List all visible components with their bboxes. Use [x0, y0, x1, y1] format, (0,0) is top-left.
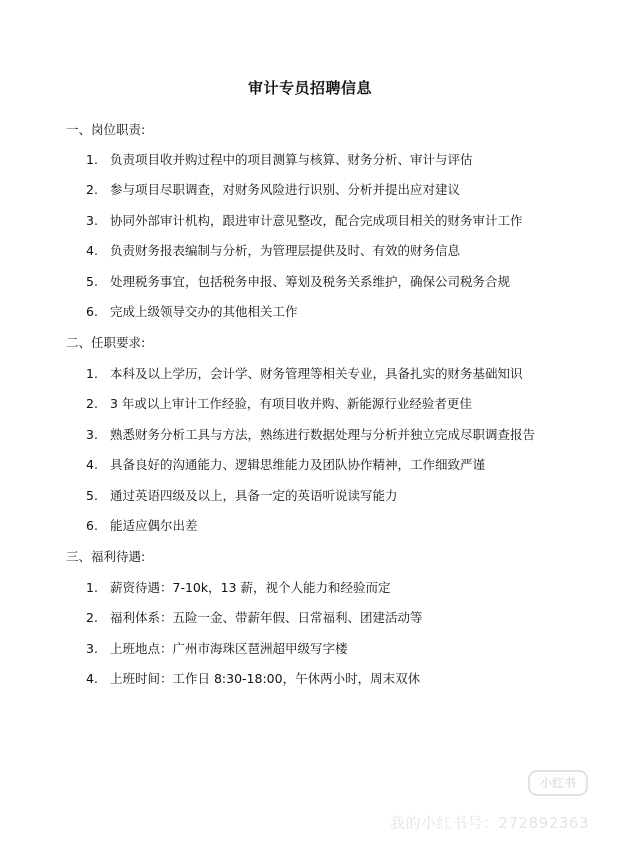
list-item-text: 福利体系：五险一金、带薪年假、日常福利、团建活动等 — [110, 610, 423, 625]
list-item-number: 2. — [86, 610, 98, 625]
list-item-number: 2. — [86, 396, 98, 411]
list-item-text: 完成上级领导交办的其他相关工作 — [110, 304, 298, 319]
list-item — [86, 304, 298, 320]
list-item — [86, 610, 423, 626]
list-item-number: 1. — [86, 152, 98, 167]
section-heading-requirements: 二、任职要求: — [66, 335, 146, 350]
list-item-text: 上班时间：工作日 8:30-18:00，午休两小时，周末双休 — [110, 671, 421, 686]
list-item — [86, 671, 420, 687]
list-item-text: 具备良好的沟通能力、逻辑思维能力及团队协作精神，工作细致严谨 — [110, 457, 486, 472]
list-item-number: 1. — [86, 366, 98, 381]
list-item — [86, 396, 472, 412]
list-item — [86, 366, 523, 382]
section-heading-benefits: 三、福利待遇: — [66, 549, 146, 564]
page-title: 审计专员招聘信息 — [247, 79, 372, 97]
list-item-number: 5. — [86, 488, 98, 503]
list-item-text: 薪资待遇：7-10k，13 薪，视个人能力和经验而定 — [110, 580, 391, 595]
list-item-number: 2. — [86, 182, 98, 197]
watermark-logo: 小红书 — [528, 770, 588, 796]
list-item-text: 参与项目尽职调查，对财务风险进行识别、分析并提出应对建议 — [110, 182, 461, 197]
list-item — [86, 641, 348, 657]
list-item-number: 3. — [86, 427, 98, 442]
list-item-text: 协同外部审计机构，跟进审计意见整改，配合完成项目相关的财务审计工作 — [110, 213, 523, 228]
list-item-text: 上班地点：广州市海珠区琶洲超甲级写字楼 — [110, 641, 348, 656]
list-item-number: 6. — [86, 304, 98, 319]
list-item-text: 通过英语四级及以上，具备一定的英语听说读写能力 — [110, 488, 398, 503]
list-item-number: 3. — [86, 641, 98, 656]
list-item-number: 5. — [86, 274, 98, 289]
list-item — [86, 213, 523, 229]
list-item-text: 处理税务事宜，包括税务申报、筹划及税务关系维护，确保公司税务合规 — [110, 274, 511, 289]
list-item — [86, 152, 473, 168]
list-item — [86, 457, 485, 473]
list-item — [86, 182, 460, 198]
list-item-text: 负责财务报表编制与分析，为管理层提供及时、有效的财务信息 — [110, 243, 461, 258]
list-item-number: 3. — [86, 213, 98, 228]
list-item-number: 4. — [86, 457, 98, 472]
list-item-number: 4. — [86, 243, 98, 258]
list-item — [86, 580, 391, 596]
list-item-text: 负责项目收并购过程中的项目测算与核算、财务分析、审计与评估 — [110, 152, 473, 167]
section-heading-duties: 一、岗位职责: — [66, 122, 146, 137]
list-item-number: 1. — [86, 580, 98, 595]
list-item-number: 4. — [86, 671, 98, 686]
list-item — [86, 274, 510, 290]
list-item-text: 3 年或以上审计工作经验，有项目收并购、新能源行业经验者更佳 — [110, 396, 472, 411]
list-item-text: 能适应偶尔出差 — [110, 518, 198, 533]
list-item — [86, 243, 460, 259]
watermark-text: 我的小红书号：272892363 — [390, 814, 589, 832]
list-item — [86, 427, 535, 443]
list-item-text: 熟悉财务分析工具与方法，熟练进行数据处理与分析并独立完成尽职调查报告 — [110, 427, 536, 442]
list-item-text: 本科及以上学历，会计学、财务管理等相关专业，具备扎实的财务基础知识 — [110, 366, 523, 381]
list-item — [86, 518, 198, 534]
list-item — [86, 488, 398, 504]
list-item-number: 6. — [86, 518, 98, 533]
